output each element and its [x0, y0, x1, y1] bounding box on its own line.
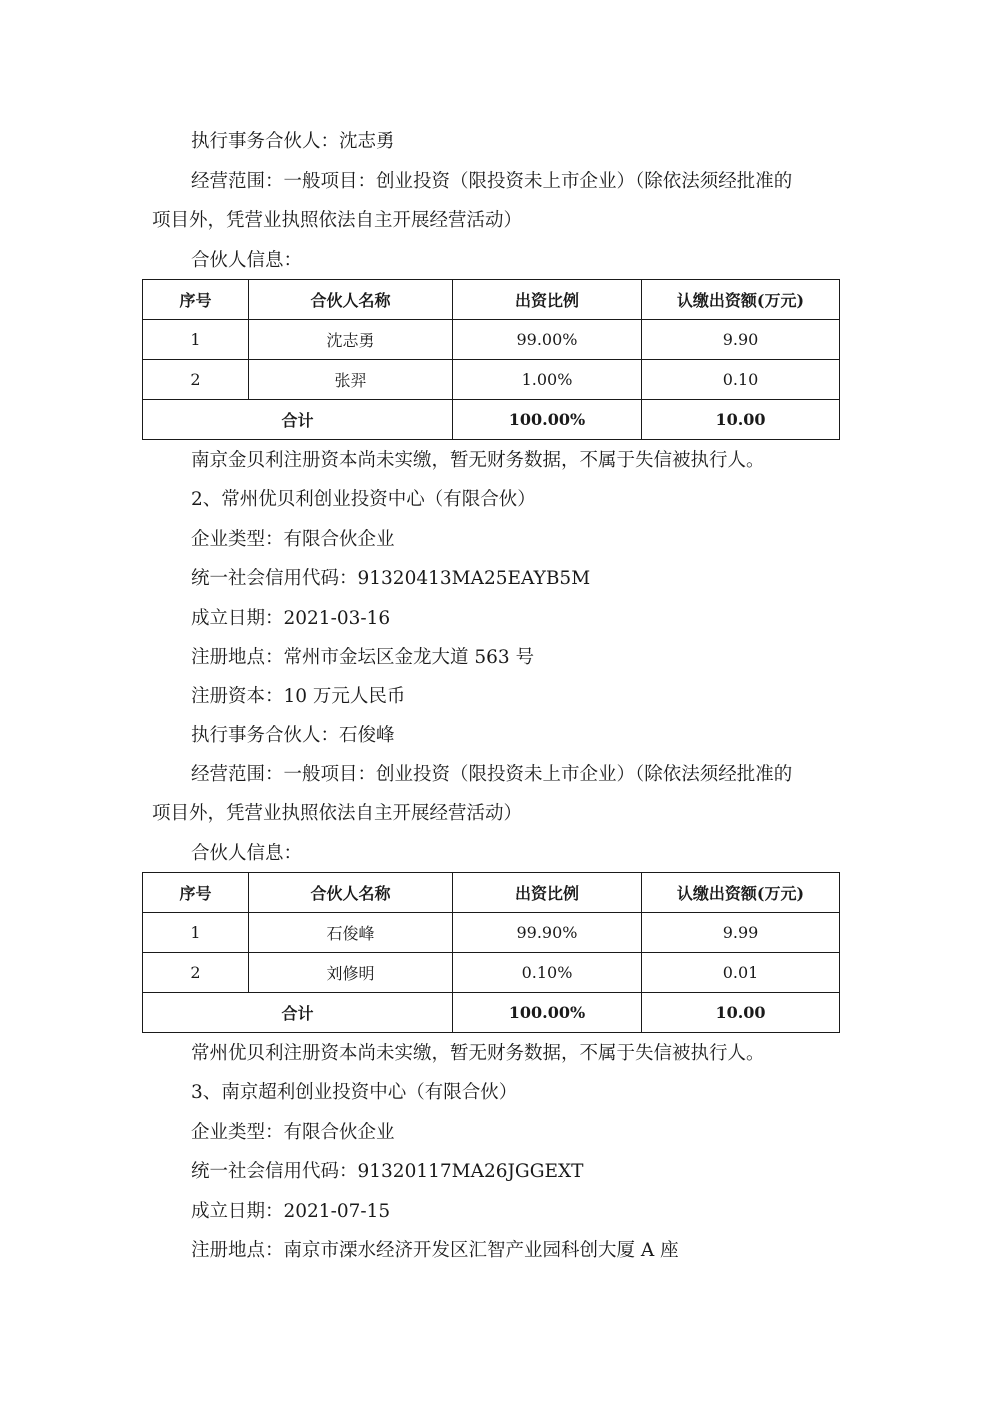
cell-serial: 1: [143, 320, 249, 360]
credit-code-line: 统一社会信用代码：91320117MA26JGGEXT: [191, 1161, 584, 1182]
business-scope-line: 经营范围：一般项目：创业投资（限投资未上市企业）（除依法须经批准的: [191, 171, 793, 192]
total-ratio: 100.00%: [453, 993, 642, 1033]
header-serial: 序号: [143, 873, 249, 913]
table-row: [143, 360, 840, 400]
section-title: 2、常州优贝利创业投资中心（有限合伙）: [191, 489, 536, 510]
business-scope-line: 经营范围：一般项目：创业投资（限投资未上市企业）（除依法须经批准的: [191, 764, 793, 785]
cell-partner-name: 刘修明: [249, 953, 453, 993]
table-header-row: [143, 280, 840, 320]
header-partner-name: 合伙人名称: [249, 280, 453, 320]
cell-serial: 1: [143, 913, 249, 953]
credit-code-line: 统一社会信用代码：91320413MA25EAYB5M: [191, 568, 591, 589]
section-title: 3、南京超利创业投资中心（有限合伙）: [191, 1082, 518, 1103]
total-amount: 10.00: [642, 993, 840, 1033]
header-subscribed-amount: 认缴出资额(万元): [642, 280, 840, 320]
registered-capital-line: 注册资本：10 万元人民币: [191, 686, 406, 707]
cell-amount: 0.01: [642, 953, 840, 993]
cell-amount: 9.99: [642, 913, 840, 953]
business-scope-continuation: 项目外，凭营业执照依法自主开展经营活动）: [152, 803, 523, 824]
financial-note: 常州优贝利注册资本尚未实缴，暂无财务数据，不属于失信被执行人。: [191, 1043, 765, 1064]
header-subscribed-amount: 认缴出资额(万元): [642, 873, 840, 913]
registered-address-line: 注册地点：常州市金坛区金龙大道 563 号: [191, 647, 535, 668]
table-row: [143, 913, 840, 953]
total-ratio: 100.00%: [453, 400, 642, 440]
enterprise-type-line: 企业类型：有限合伙企业: [191, 529, 395, 550]
cell-ratio: 1.00%: [453, 360, 642, 400]
table-row: [143, 953, 840, 993]
cell-ratio: 0.10%: [453, 953, 642, 993]
total-label: 合计: [143, 993, 453, 1033]
table-total-row: [143, 993, 840, 1033]
cell-amount: 9.90: [642, 320, 840, 360]
total-amount: 10.00: [642, 400, 840, 440]
enterprise-type-line: 企业类型：有限合伙企业: [191, 1122, 395, 1143]
cell-ratio: 99.00%: [453, 320, 642, 360]
header-contribution-ratio: 出资比例: [453, 280, 642, 320]
header-partner-name: 合伙人名称: [249, 873, 453, 913]
table-row: [143, 320, 840, 360]
table-header-row: [143, 873, 840, 913]
cell-amount: 0.10: [642, 360, 840, 400]
business-scope-continuation: 项目外，凭营业执照依法自主开展经营活动）: [152, 210, 523, 231]
cell-partner-name: 沈志勇: [249, 320, 453, 360]
total-label: 合计: [143, 400, 453, 440]
header-serial: 序号: [143, 280, 249, 320]
managing-partner-line: 执行事务合伙人：石俊峰: [191, 725, 395, 746]
cell-ratio: 99.90%: [453, 913, 642, 953]
partner-table: [142, 872, 840, 1033]
partners-heading: 合伙人信息：: [191, 843, 303, 864]
table-total-row: [143, 400, 840, 440]
registered-address-line: 注册地点：南京市溧水经济开发区汇智产业园科创大厦 A 座: [191, 1240, 679, 1261]
established-date-line: 成立日期：2021-03-16: [191, 608, 391, 629]
partners-heading: 合伙人信息：: [191, 250, 303, 271]
established-date-line: 成立日期：2021-07-15: [191, 1201, 391, 1222]
financial-note: 南京金贝利注册资本尚未实缴，暂无财务数据，不属于失信被执行人。: [191, 450, 765, 471]
cell-serial: 2: [143, 953, 249, 993]
partner-table: [142, 279, 840, 440]
managing-partner-line: 执行事务合伙人：沈志勇: [191, 131, 395, 152]
cell-partner-name: 石俊峰: [249, 913, 453, 953]
cell-serial: 2: [143, 360, 249, 400]
cell-partner-name: 张羿: [249, 360, 453, 400]
header-contribution-ratio: 出资比例: [453, 873, 642, 913]
